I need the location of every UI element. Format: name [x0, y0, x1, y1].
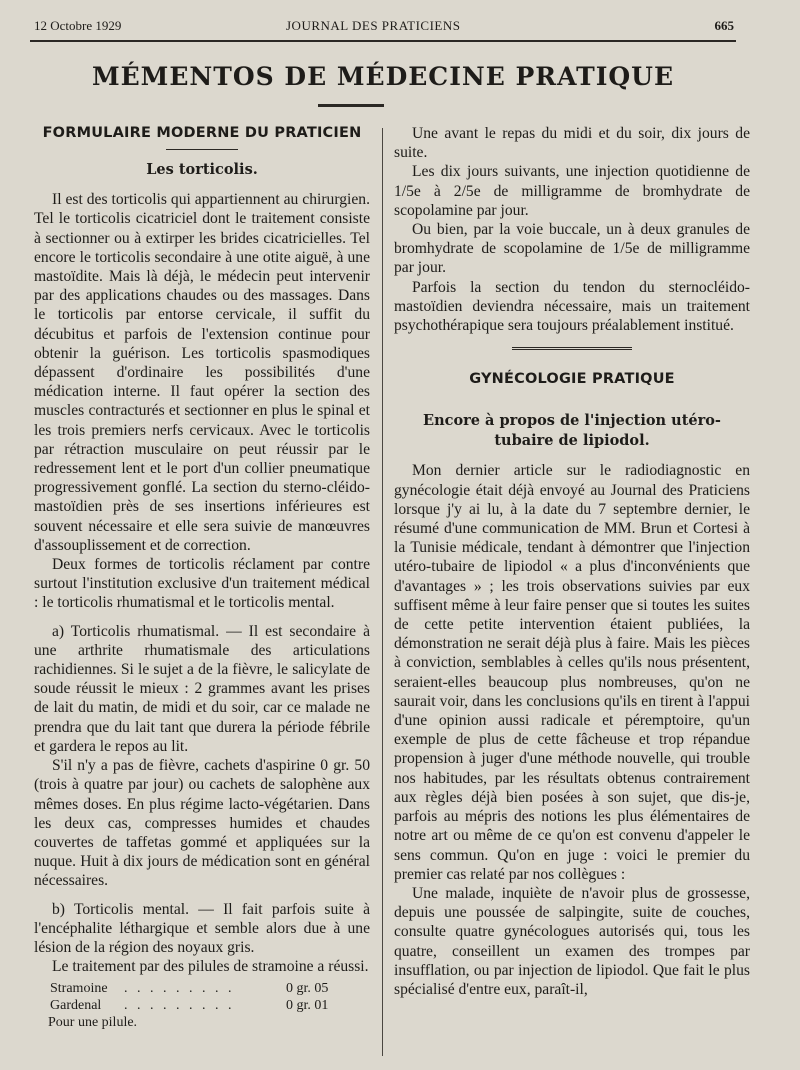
column-separator: [382, 128, 383, 1056]
right-column: [394, 124, 750, 999]
prescription-line: Stramoine . . . . . . . . . 0 gr. 05: [50, 981, 329, 997]
article-title-torticolis: Les torticolis.: [146, 161, 258, 179]
paragraph: Mon dernier article sur le radiodiagnostic en gynécologie était déjà envoyé au Journal des Praticiens lorsque j'y ai lu, à la date du 7 septembre dernier, le résumé d'une communication de MM. Brun et Cortesi à la Tunisie médicale, tendant à démontrer que l'injection utéro-tubaire de lipiodol « a plus d'inconvénients que d'avantages » ; les trois observations suivies par eux suffisent même à leur faire penser que si toutes les suites de cette petite intervention étaient publiées, la démonstration ne serait déjà plus à faire. Mais les pièces à conviction, semblables à celles qu'ils nous présentent, seraient-elles beaucoup plus nombreuses, qu'on ne saurait voir, dans les conclusions qu'ils en tirent à l'appui d'une opinion aussi radicale et péremptoire, qu'un exemple de plus de cette fâcheuse et trop répandue propension à juger d'une méthode nouvelle, qui trouble nos habitudes, par les résultats obtenus contrairement aux règles déjà bien posées à son sujet, que dis-je, parfois au mépris des notions les plus élémentaires de notre art ou même de ce qu'on est convenu d'appeler le sens commun. Qu'on en juge : voici le premier du premier cas relaté par nos collègues :: [394, 462, 750, 883]
prescription-line: Gardenal . . . . . . . . . 0 gr. 01: [50, 998, 329, 1014]
prescription: [34, 980, 370, 1031]
paragraph: Les dix jours suivants, une injection quotidienne de 1/5e à 2/5e de milligramme de bromhydrate de scopolamine par jour.: [394, 163, 750, 219]
title-rule: [318, 104, 384, 107]
left-column: [34, 124, 370, 1031]
paragraph: Parfois la section du tendon du sternocléido-mastoïdien deviendra nécessaire, mais un traitement psychothérapique sera toujours préalablement institué.: [394, 278, 750, 335]
article-title-lipiodol: Encore à propos de l'injection utéro-tubaire de lipiodol.: [423, 412, 721, 450]
running-head: [34, 18, 734, 38]
paragraph: b) Torticolis mental. — Il fait parfois suite à l'encéphalite léthargique et semble alors due à une lésion de la région des noyaux gris.: [34, 900, 370, 956]
header-rule: [30, 40, 736, 42]
page-number: 665: [714, 18, 734, 33]
paragraph: Il est des torticolis qui appartiennent au chirurgien. Tel le torticolis cicatriciel dont le traitement consiste à sectionner ou à extirper les brides cicatricielles. Tel encore le torticolis secondaire à une otite aiguë, à une mastoïdite. Mais là déjà, le médecin peut intervenir par des applications chaudes ou des massages. Dans le torticolis par entorse cervicale, il suffit du décubitus et parfois de l'extension continue pour obtenir la guérison. Les torticolis spasmodiques dépassent d'ordinaire les possibilités d'une médication interne. Il faut opérer la section des muscles contracturés et sectionner en plus le spinal et les trois premiers nerfs cervicaux. Avec le torticolis par rétraction musculaire on peut réussir par le redressement lent et le port d'un collier pneumatique progressivement gonflé. La section du sterno-cléido-mastoïdien près de ses insertions inférieures est souvent nécessaire et elle sera suivie de manœuvres d'assouplissement et de correction.: [34, 191, 370, 554]
section-heading-gynecologie: GYNÉCOLOGIE PRATIQUE: [469, 371, 675, 388]
paragraph: Deux formes de torticolis réclament par contre surtout l'institution exclusive d'un traitement médical : le torticolis rhumatismal et le torticolis mental.: [34, 556, 370, 612]
paragraph: Ou bien, par la voie buccale, un à deux granules de bromhydrate de scopolamine de 1/5e de milligramme par jour.: [394, 221, 750, 277]
paragraph: Une avant le repas du midi et du soir, dix jours de suite.: [394, 125, 750, 162]
paragraph: S'il n'y a pas de fièvre, cachets d'aspirine 0 gr. 50 (trois à quatre par jour) ou cachets de salophène aux mêmes doses. En plus régime lacto-végétarien. Dans les deux cas, compresses humides et chaudes couvertes de taffetas gommé et appliquées sur la nuque. Huit à dix jours de médication sont en général nécessaires.: [34, 757, 370, 890]
section-rule: [166, 149, 238, 150]
paragraph: Le traitement par des pilules de stramoine a réussi.: [52, 958, 369, 976]
issue-date: 12 Octobre 1929: [34, 18, 122, 33]
journal-name: JOURNAL DES PRATICIENS: [286, 18, 461, 33]
prescription-note: Pour une pilule.: [48, 1015, 138, 1031]
section-heading-formulaire: FORMULAIRE MODERNE DU PRATICIEN: [42, 125, 362, 141]
section-divider: [512, 347, 632, 350]
page-title: MÉMENTOS DE MÉDECINE PRATIQUE: [91, 62, 675, 91]
paragraph: Une malade, inquiète de n'avoir plus de grossesse, depuis une poussée de salpingite, suite de couches, consulte quatre gynécologues autorisés qui, tous les quatre, conseillent un examen des trompes par insufflation, ou par injection de lipiodol. Que fait le plus spécialisé d'entre eux, paraît-il,: [394, 884, 750, 998]
paragraph: a) Torticolis rhumatismal. — Il est secondaire à une arthrite rhumatismale des articulations rachidiennes. Si le sujet a de la fièvre, le salicylate de soude réussit le mieux : 2 grammes avant les prises de lait du matin, de midi et du soir, car ce malade ne prendra que du lait tant que durera la période fébrile et gardera le repos au lit.: [34, 622, 370, 755]
